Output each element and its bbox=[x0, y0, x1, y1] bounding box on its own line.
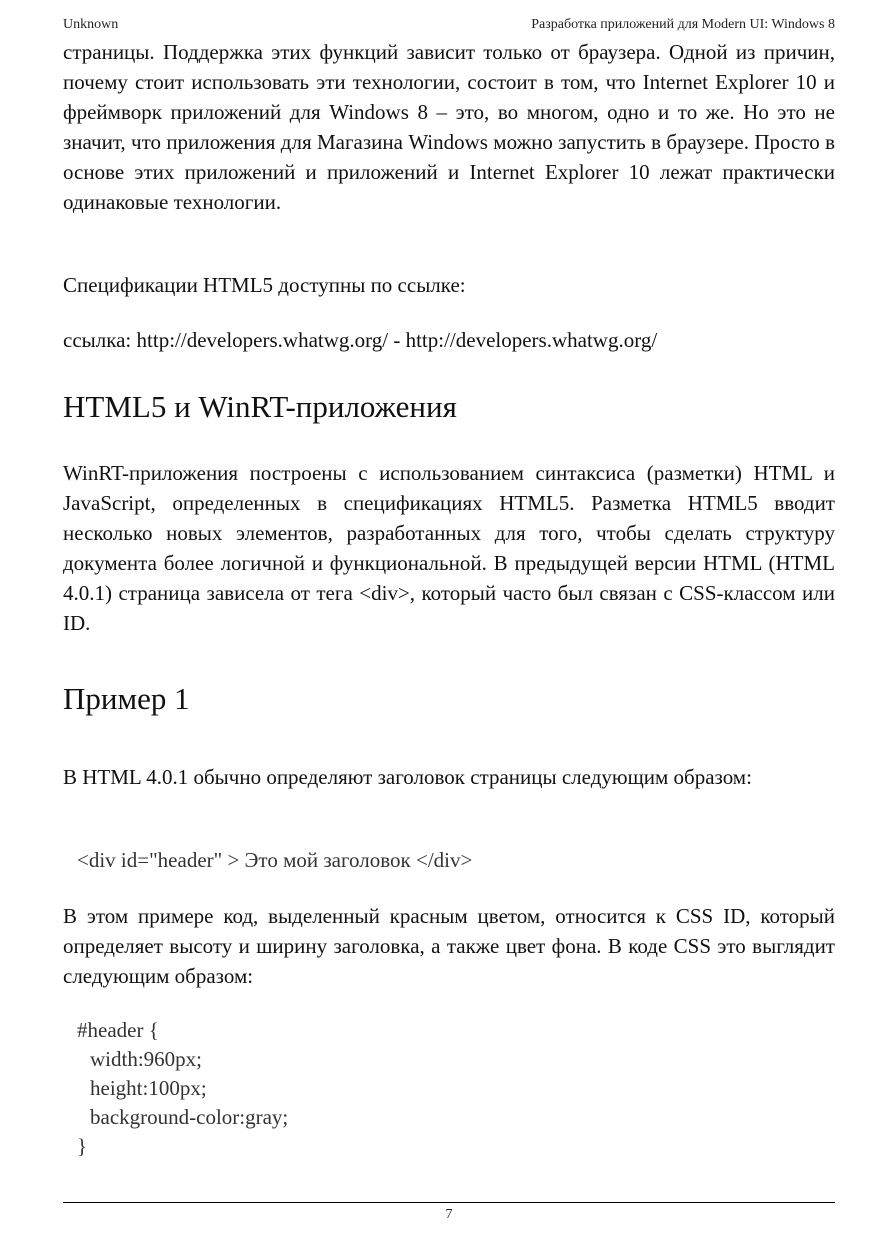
section-heading: HTML5 и WinRT-приложения bbox=[63, 389, 457, 424]
css-code-line: height:100px; bbox=[90, 1076, 207, 1100]
css-code-line: width:960px; bbox=[90, 1047, 203, 1071]
link-text: ссылка: http://developers.whatwg.org/ - http://developers.whatwg.org/ bbox=[63, 328, 658, 352]
paragraph-winrt: WinRT-приложения построены с использованием синтаксиса (разметки) HTML и JavaScript, определенных в спецификациях HTML5. Разметка HTML5 вводит несколько новых элементов, разработанных для того, чтобы сделать структуру документа более логичной и функциональной. В предыдущей версии HTML (HTML 4.0.1) страница зависела от тега <div>, который часто был связан с CSS-классом или ID. bbox=[63, 461, 835, 635]
document-page bbox=[63, 0, 835, 1241]
css-code-line: background-color:gray; bbox=[90, 1105, 289, 1129]
paragraph-spec: Спецификации HTML5 доступны по ссылке: bbox=[63, 273, 466, 297]
paragraph-intro: страницы. Поддержка этих функций зависит только от браузера. Одной из причин, почему стоит использовать эти технологии, состоит в том, что Internet Explorer 10 и фреймворк приложений для Windows 8 – это, во многом, одно и то же. Но это не значит, что приложения для Магазина Windows можно запустить в браузере. Просто в основе этих приложений и приложений и Internet Explorer 10 лежат практически одинаковые технологии. bbox=[63, 40, 835, 214]
page-number: 7 bbox=[445, 1207, 453, 1222]
running-header bbox=[63, 16, 835, 34]
header-book-title: Разработка приложений для Modern UI: Windows 8 bbox=[531, 17, 835, 32]
css-code-line: #header { bbox=[77, 1018, 159, 1042]
css-code-line: } bbox=[77, 1134, 88, 1158]
paragraph-css-explain: В этом примере код, выделенный красным цветом, относится к CSS ID, который определяет высоту и ширину заголовка, а также цвет фона. В коде CSS это выглядит следующим образом: bbox=[63, 904, 835, 988]
header-author: Unknown bbox=[63, 17, 119, 32]
example-heading: Пример 1 bbox=[63, 681, 190, 716]
footer-divider bbox=[63, 1202, 835, 1203]
paragraph-example-intro: В HTML 4.0.1 обычно определяют заголовок страницы следующим образом: bbox=[63, 765, 752, 789]
code-div-example: <div id="header" > Это мой заголовок </div> bbox=[77, 848, 473, 872]
